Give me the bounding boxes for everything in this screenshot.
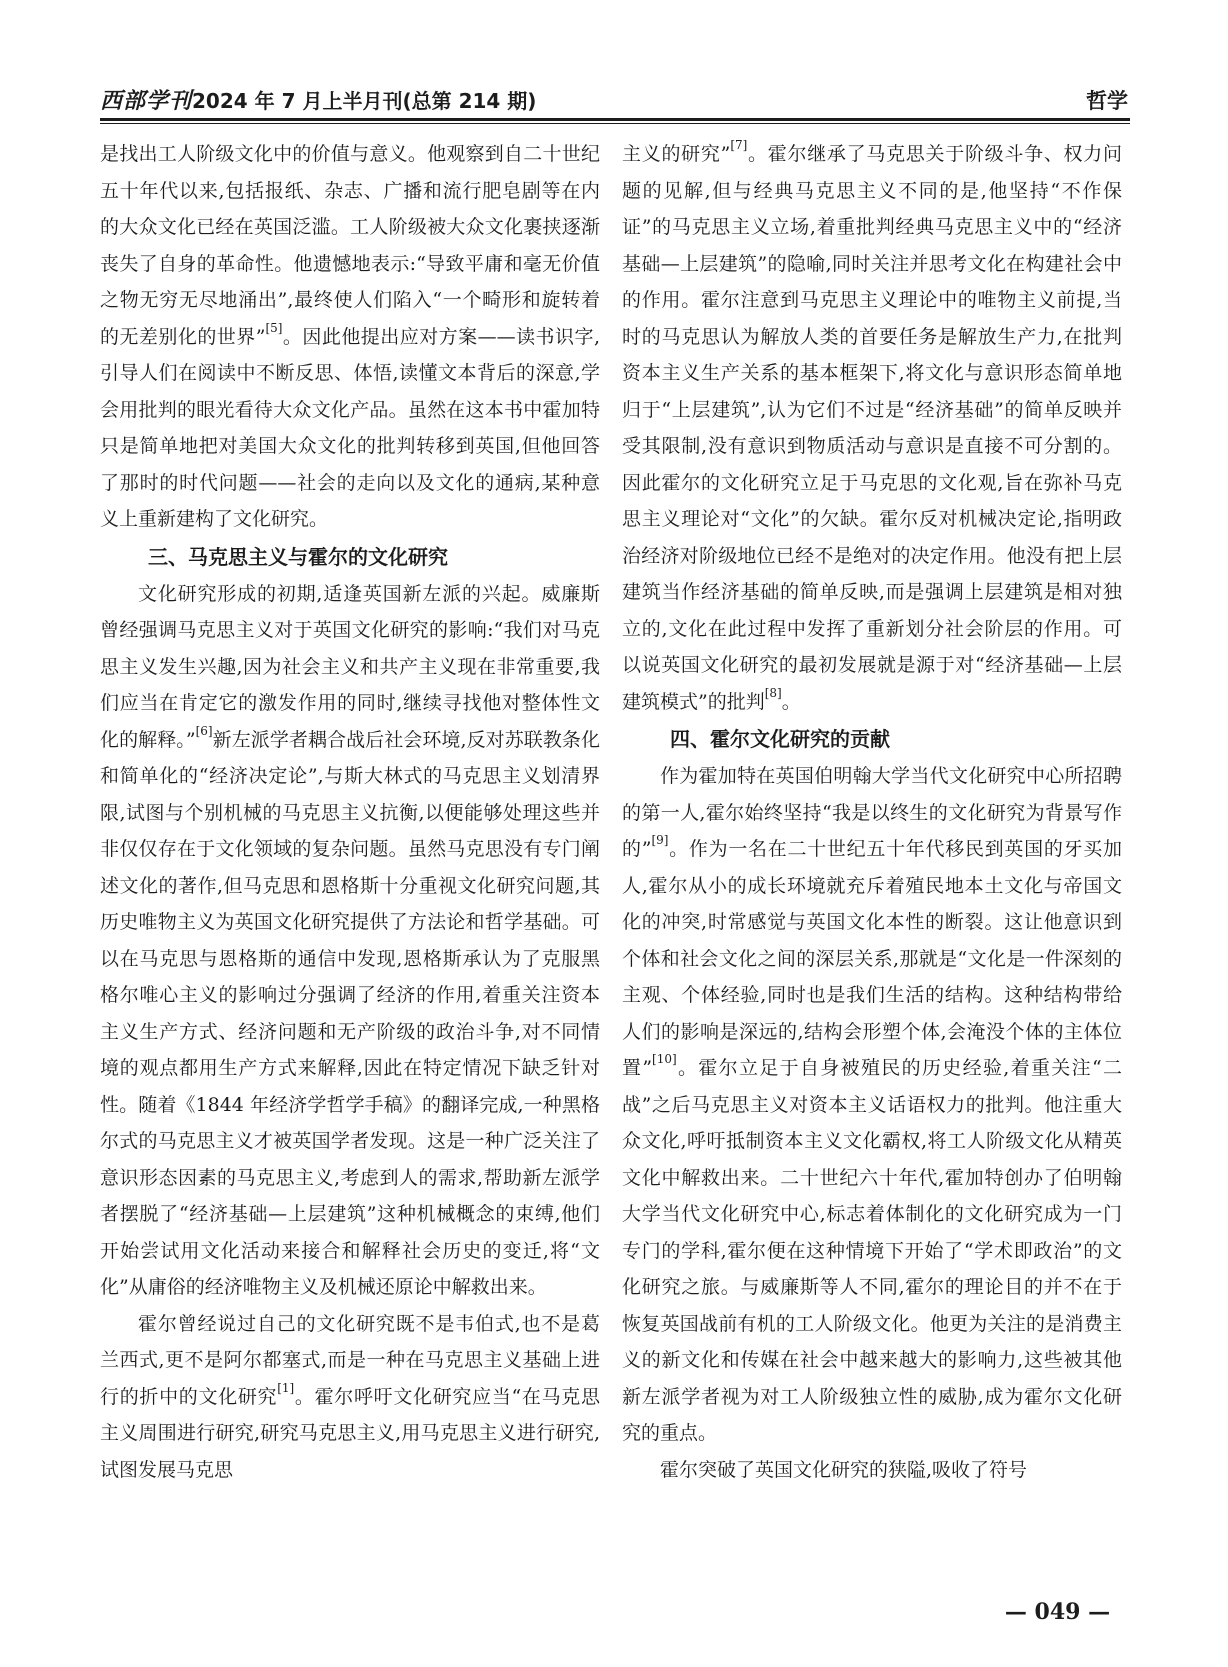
citation: [7] [730,138,748,152]
citation: [6] [195,723,213,738]
citation: [9] [651,833,669,847]
paragraph: 是找出工人阶级文化中的价值与意义。他观察到自二十世纪五十年代以来,包括报纸、杂志、广播和流行肥皂剧等在内的大众文化已经在英国泛滥。工人阶级被大众文化裹挟逐渐丧失了自身的革命性。他遗憾地表示:“导致平庸和毫无价值之物无穷无尽地涌出”,最终使人们陷入“一个畸形和旋转着的无差别化的世界”[5]。因此他提出应对方案——读书识字,引导人们在阅读中不断反思、体悟,读懂文本背后的深意,学会用批判的眼光看待大众文化产品。虽然在这本书中霍加特只是简单地把对美国大众文化的批判转移到英国,但他回答了那时的时代问题——社会的走向以及文化的通病,某种意义上重新建构了文化研究。 [100,143,600,530]
issue-info: 2024 年 7 月上半月刊(总第 214 期) [192,89,537,113]
paragraph: 霍尔突破了英国文化研究的狭隘,吸收了符号 [660,1458,1028,1481]
citation: [8] [764,685,782,700]
citation: [5] [265,320,283,335]
paragraph: 作为霍加特在英国伯明翰大学当代文化研究中心所招聘的第一人,霍尔始终坚持“我是以终生的文化研究为背景写作的”[9]。作为一名在二十世纪五十年代移民到英国的牙买加人,霍尔从小的成长环境就充斥着殖民地本土文化与帝国文化的冲突,时常感觉与英国文化本性的断裂。这让他意识到个体和社会文化之间的深层关系,那就是“文化是一件深刻的主观、个体经验,同时也是我们生活的结构。这种结构带给人们的影响是深远的,结构会形塑个体,会淹没个体的主体位置”[10]。霍尔立足于自身被殖民的历史经验,着重关注“二战”之后马克思主义对资本主义话语权力的批判。他注重大众文化,呼吁抵制资本主义文化霸权,将工人阶级文化从精英文化中解救出来。二十世纪六十年代,霍加特创办了伯明翰大学当代文化研究中心,标志着体制化的文化研究成为一门专门的学科,霍尔便在这种情境下开始了“学术即政治”的文化研究之旅。与威廉斯等人不同,霍尔的理论目的并不在于恢复英国战前有机的工人阶级文化。他更为关注的是消费主义的新文化和传媒在社会中越来越大的影响力,这些被其他新左派学者视为对工人阶级独立性的威胁,成为霍尔文化研究的重点。 [622,765,1122,1444]
header-rule [100,118,1130,121]
citation: [1] [277,1380,295,1395]
paragraph: 文化研究形成的初期,适逢英国新左派的兴起。威廉斯曾经强调马克思主义对于英国文化研究的影响:“我们对马克思主义发生兴趣,因为社会主义和共产主义现在非常重要,我们应当在肯定它的激发作用的同时,继续寻找他对整体性文化的解释。”[6]新左派学者耦合战后社会环境,反对苏联教条化和简单化的“经济决定论”,与斯大林式的马克思主义划清界限,试图与个别机械的马克思主义抗衡,以便能够处理这些并非仅仅存在于文化领域的复杂问题。虽然马克思没有专门阐述文化的著作,但马克思和恩格斯十分重视文化研究问题,其历史唯物主义为英国文化研究提供了方法论和哲学基础。可以在马克思与恩格斯的通信中发现,恩格斯承认为了克服黑格尔唯心主义的影响过分强调了经济的作用,着重关注资本主义生产方式、经济问题和无产阶级的政治斗争,对不同情境的观点都用生产方式来解释,因此在特定情况下缺乏针对性。随着《1844 年经济学哲学手稿》的翻译完成,一种黑格尔式的马克思主义才被英国学者发现。这是一种广泛关注了意识形态因素的马克思主义,考虑到人的需求,帮助新左派学者摆脱了“经济基础—上层建筑”这种机械概念的束缚,他们开始尝试用文化活动来接合和解释社会历史的变迁,将“文化”从庸俗的经济唯物主义及机械还原论中解救出来。 [100,582,601,1298]
page-number: — 049 — [1004,1599,1111,1625]
paragraph: 主义的研究”[7]。霍尔继承了马克思关于阶级斗争、权力问题的见解,但与经典马克思主义不同的是,他坚持“不作保证”的马克思主义立场,着重批判经典马克思主义中的“经济基础—上层建筑”的隐喻,同时关注并思考文化在构建社会中的作用。霍尔注意到马克思主义理论中的唯物主义前提,当时的马克思认为解放人类的首要任务是解放生产力,在批判资本主义生产关系的基本框架下,将文化与意识形态简单地归于“上层建筑”,认为它们不过是“经济基础”的简单反映并受其限制,没有意识到物质活动与意识是直接不可分割的。因此霍尔的文化研究立足于马克思的文化观,旨在弥补马克思主义理论对“文化”的欠缺。霍尔反对机械决定论,指明政治经济对阶级地位已经不是绝对的决定作用。他没有把上层建筑当作经济基础的简单反映,而是强调上层建筑是相对独立的,文化在此过程中发挥了重新划分社会阶层的作用。可以说英国文化研究的最初发展就是源于对“经济基础—上层建筑模式”的批判[8]。 [622,138,1122,713]
right-column [622,136,1122,1488]
section-heading: 四、霍尔文化研究的贡献 [670,727,890,751]
journal-logo: 西部学刊 [100,88,193,114]
citation: [10] [652,1052,677,1066]
page-header [100,86,1130,116]
section-name: 哲学 [1086,89,1128,113]
left-column [100,136,600,1488]
section-heading: 三、马克思主义与霍尔的文化研究 [148,544,448,569]
paragraph: 霍尔曾经说过自己的文化研究既不是韦伯式,也不是葛兰西式,更不是阿尔都塞式,而是一种在马克思主义基础上进行的折中的文化研究[1]。霍尔呼吁文化研究应当“在马克思主义周围进行研究,研究马克思主义,用马克思主义进行研究,试图发展马克思 [100,1312,600,1481]
header-rule-thin [100,123,1130,124]
